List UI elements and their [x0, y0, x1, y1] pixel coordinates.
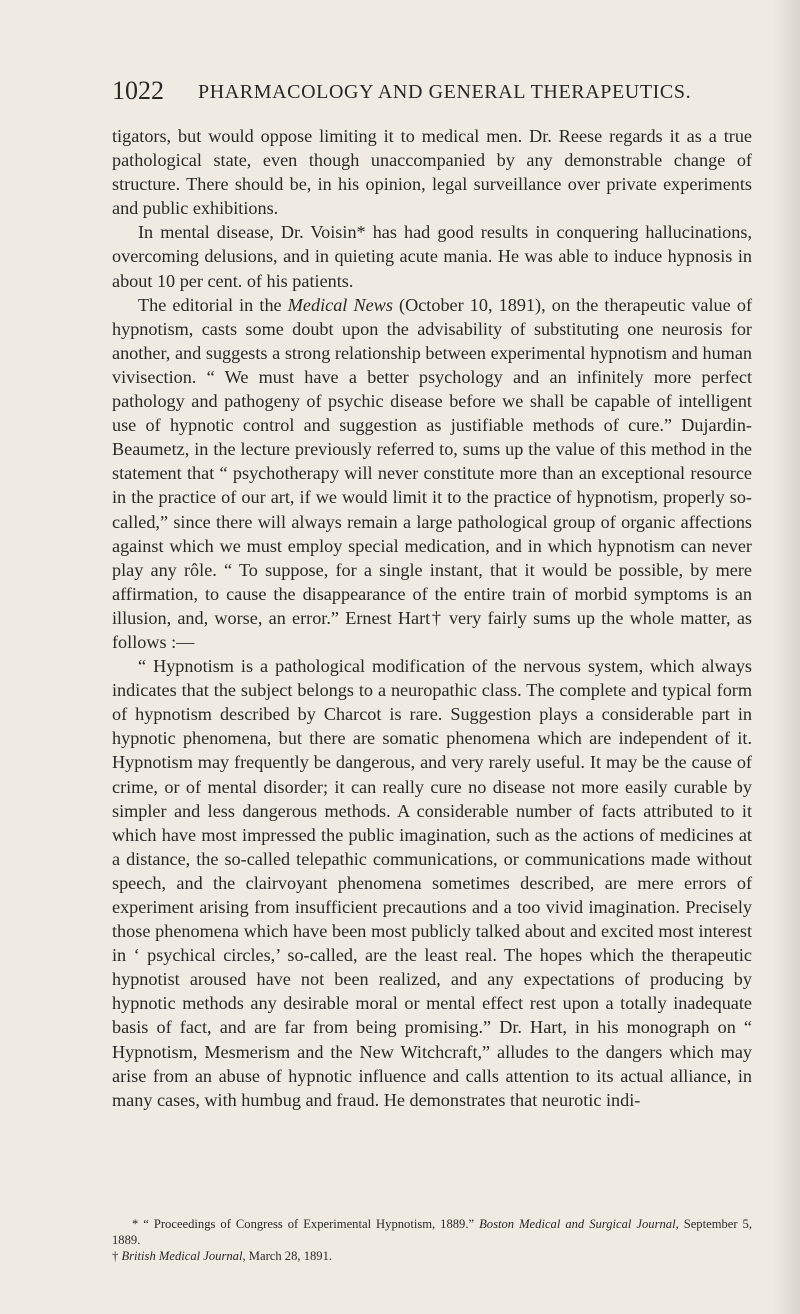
footnote-1: [112, 1216, 752, 1248]
page-header: [112, 76, 752, 106]
body-text: [112, 124, 752, 1112]
paragraph-editorial-start: The editorial in the: [138, 294, 288, 315]
paragraph-editorial: [112, 293, 752, 654]
paragraph-editorial-rest: (October 10, 1891), on the therapeutic value of hypnotism, casts some doubt upon the advisability of substituting one neurosis for another, and suggests a strong relationship between experimental hypnotism and human vivisection. “ We must have a better psychology and an infinitely more perfect pathology and pathogeny of psychic disease before we shall be capable of intelligent use of hypnotic control and suggestion as justifiable methods of cure.” Dujardin-Beaumetz, in the lecture previously referred to, sums up the value of this method in the statement that “ psychotherapy will never constitute more than an exceptional resource in the practice of our art, if we would limit it to the practice of hypnotism, properly so-called,” since there will always remain a large pathological group of organic affections against which we must employ special medication, and in which hypnotism can never play any rôle. “ To suppose, for a single instant, that it would be possible, by mere affirmation, to cause the disappearance of the entire train of morbid symptoms is an illusion, and, worse, an error.” Ernest Hart† very fairly sums up the whole matter, as follows :—: [112, 294, 753, 652]
footnote-2-date: , March 28, 1891.: [242, 1249, 333, 1263]
paragraph-hart-quote: “ Hypnotism is a pathological modification of the nervous system, which always indicates that the subject belongs to a neuropathic class. The complete and typical form of hypnotism described by Charcot is rare. Suggestion plays a considerable part in hypnotic phenomena, but there are somatic phenomena which are independent of it. Hypnotism may frequently be dangerous, and very rarely useful. It may be the cause of crime, or of mental disorder; it can really cure no disease not more easily curable by simpler and less dangerous methods. A considerable number of facts attributed to it which have most impressed the public imagination, such as the actions of medicines at a distance, the so-called telepathic communications, or communications made without speech, and the clairvoyant phenomena sometimes described, are mere errors of experiment arising from insufficient precautions and a too vivid imagination. Precisely those phenomena which have been most publicly talked about and excited most interest in ‘ psychical circles,’ so-called, are the least real. The hopes which the therapeutic hypnotist aroused have not been realized, and any expectations of producing by hypnotic methods any desirable moral or mental effect rest upon a totally inadequate basis of fact, and are far from being promising.” Dr. Hart, in his monograph on “ Hypnotism, Mesmerism and the New Witchcraft,” alludes to the dangers which may arise from an abuse of hypnotic influence and calls attention to its actual alliance, in many cases, with humbug and fraud. He demonstrates that neurotic indi-: [112, 656, 752, 1110]
footnote-1-journal: Boston Medical and Surgical Journal: [479, 1217, 676, 1231]
page-gutter-shadow: [772, 0, 800, 1314]
paragraph-continuation: tigators, but would oppose limiting it to medical men. Dr. Reese regards it as a true pathological state, even though unaccompanied by any demonstrable change of structure. There should be, in his opinion, legal surveillance over private experiments and public exhibitions.: [112, 126, 752, 219]
running-head: PHARMACOLOGY AND GENERAL THERAPEUTICS.: [198, 81, 692, 103]
page-number: 1022: [112, 76, 164, 105]
footnote-2-marker: †: [112, 1249, 122, 1263]
footnote-1-text: * “ Proceedings of Congress of Experimental Hypnotism, 1889.”: [132, 1217, 480, 1231]
footnotes: [112, 1216, 752, 1264]
paragraph-voisin: In mental disease, Dr. Voisin* has had good results in conquering hallucinations, overcoming delusions, and in quieting acute mania. He was able to induce hypnosis in about 10 per cent. of his patients.: [112, 222, 752, 291]
footnote-2-journal: British Medical Journal: [121, 1249, 243, 1263]
footnote-1-date: , September 5, 1889.: [112, 1217, 753, 1247]
footnote-2: [112, 1248, 752, 1264]
journal-title-medical-news: Medical News: [287, 294, 393, 315]
